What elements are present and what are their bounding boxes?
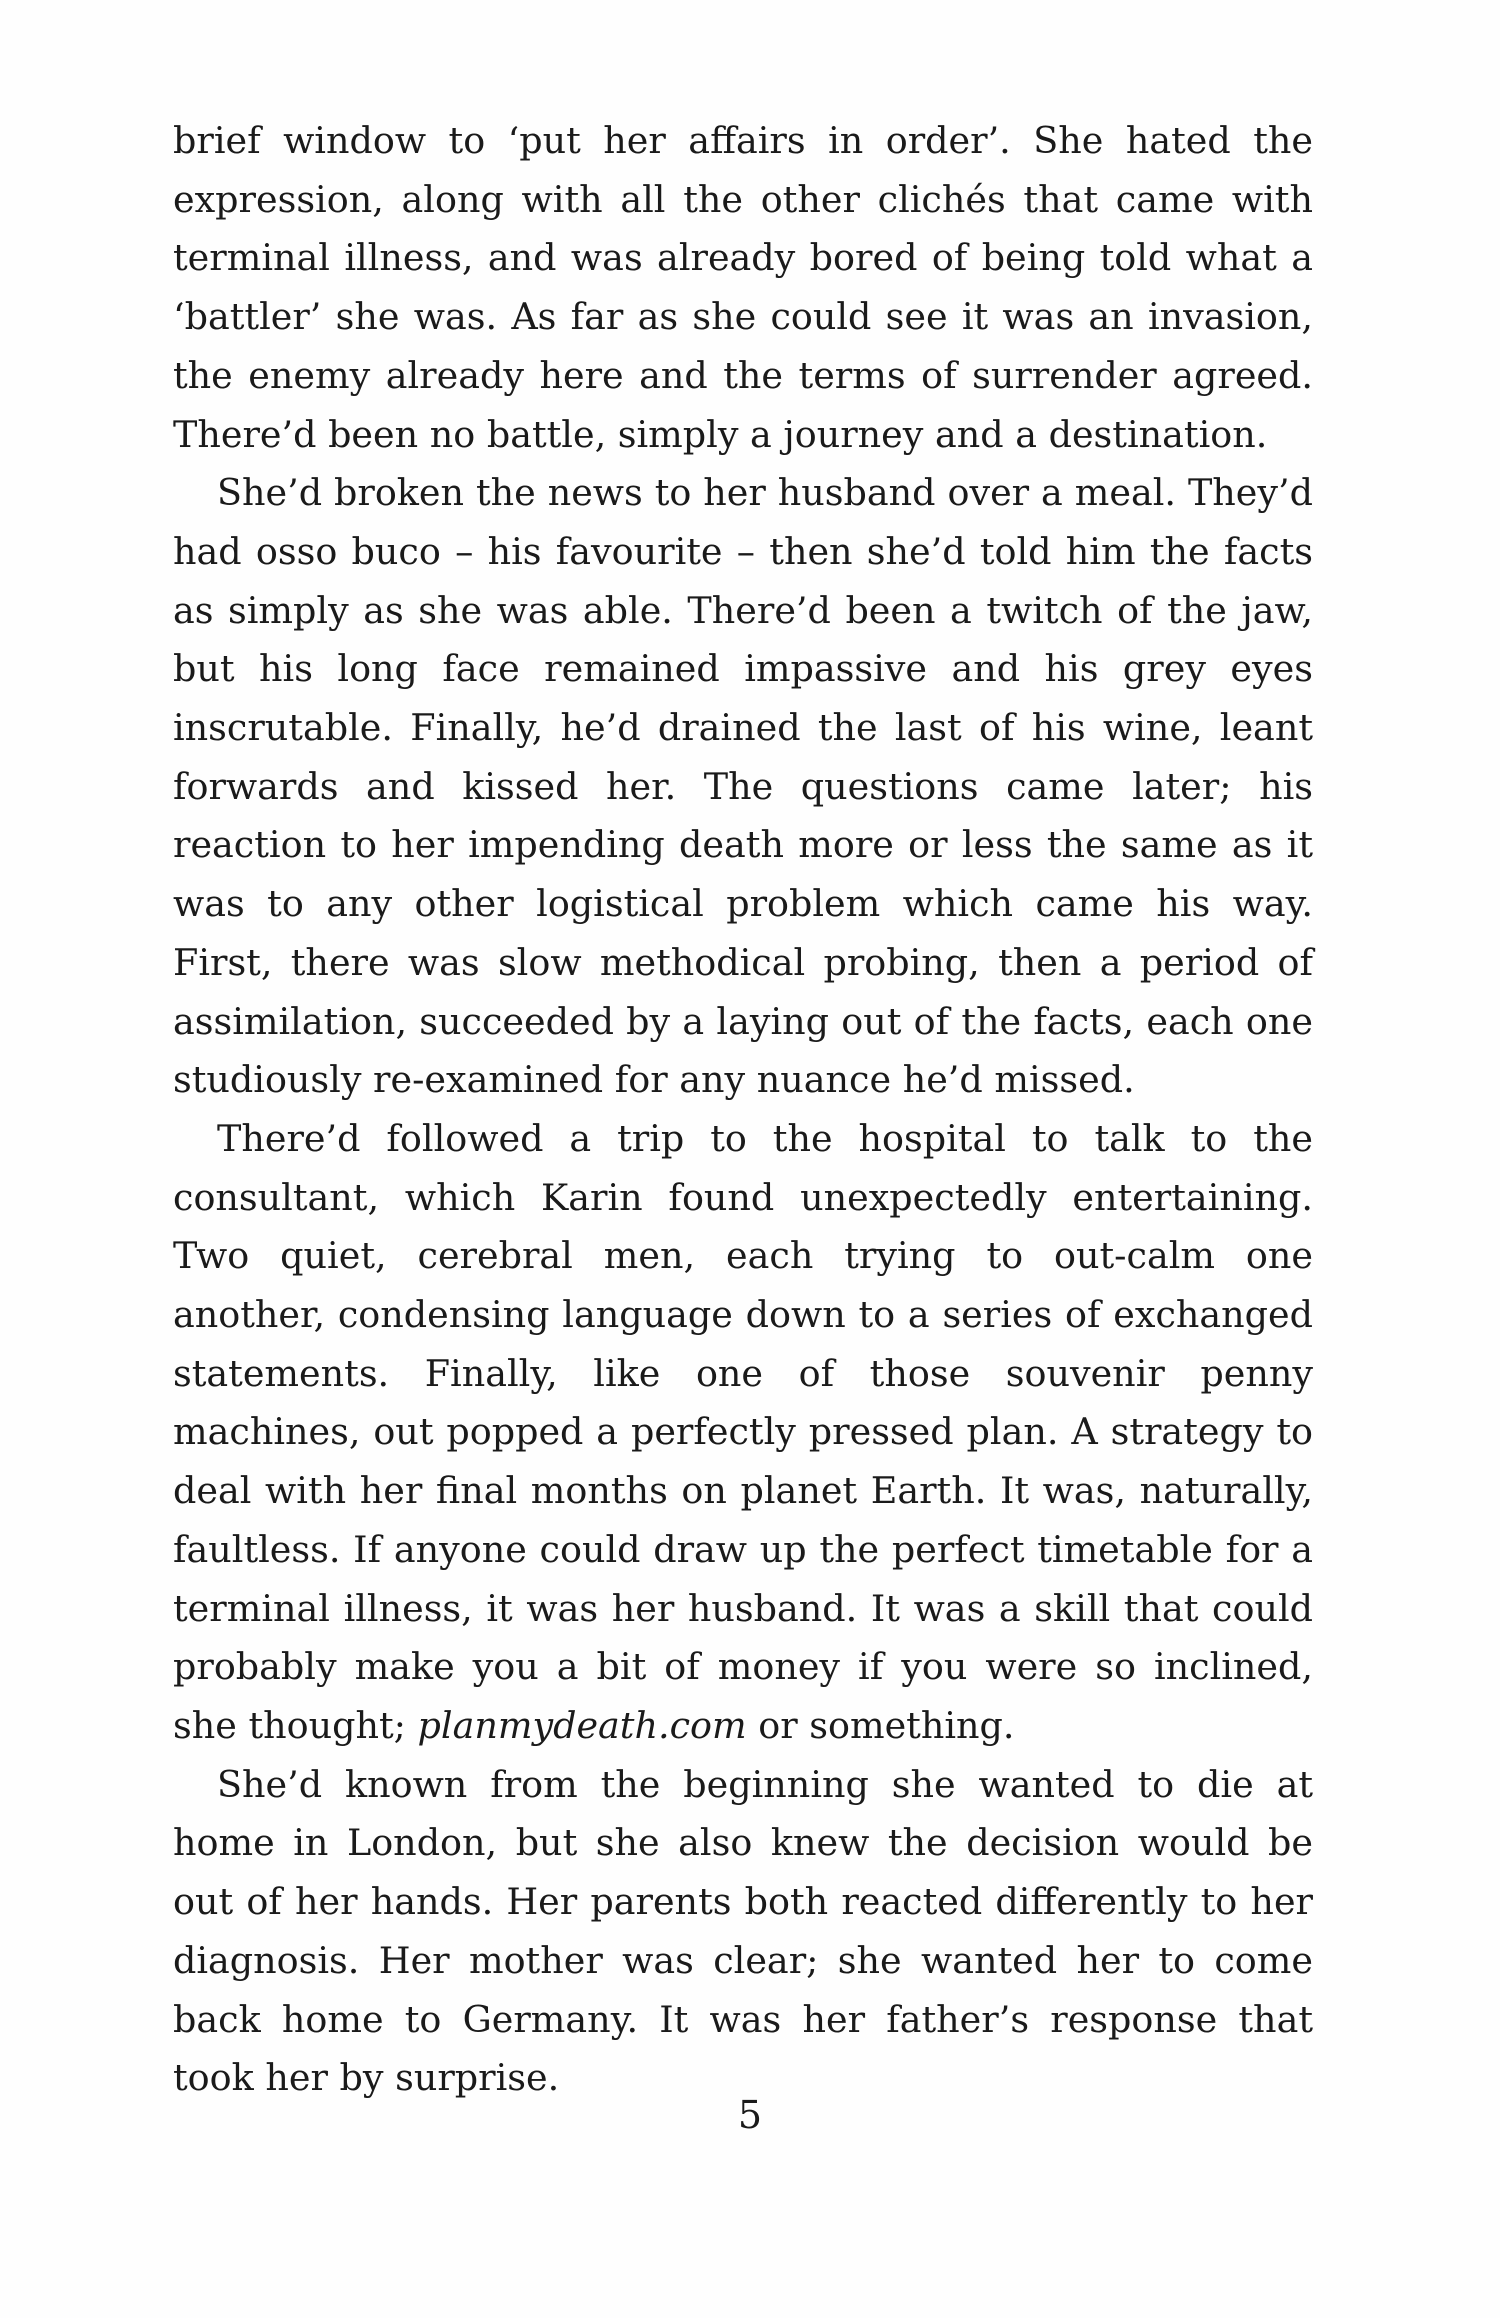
paragraph-3-text-before: There’d followed a trip to the hospital to talk to the consultant, which Karin found unexpectedly entertaining. Two quiet, cerebral men, each trying to out-calm one another, condensing language down to a series of exchanged statements. Finally, like one of those souvenir penny machines, out popped a perfectly pressed plan. A strategy to deal with her final months on planet Earth. It was, naturally, faultless. If anyone could draw up the perfect timetable for a terminal illness, it was her husband. It was a skill that could probably make you a bit of money if you were so inclined, she thought;	[173, 1116, 1313, 1747]
page-number: 5	[737, 2093, 763, 2137]
paragraph-4: She’d known from the beginning she wanted to die at home in London, but she also knew the decision would be out of her hands. Her parents both reacted differently to her diagnosis. Her mother was clear; she wanted her to come back home to Germany. It was her father’s response that took her by surprise.	[173, 1762, 1313, 2100]
website-name: planmydeath.com	[417, 1703, 747, 1747]
paragraph-1: brief window to ‘put her affairs in order’. She hated the expression, along with all the other clichés that came with terminal illness, and was already bored of being told what a ‘battler’ she was. As far as she could see it was an invasion, the enemy already here and the terms of surrender agreed. There’d been no battle, simply a journey and a destination.	[173, 119, 1313, 456]
body-text	[173, 112, 1313, 2108]
paragraph-3	[173, 1110, 1313, 1756]
paragraph-3-text-after: or something.	[746, 1703, 1015, 1747]
paragraph-2: She’d broken the news to her husband over a meal. They’d had osso buco – his favourite – then she’d told him the facts as simply as she was able. There’d been a twitch of the jaw, but his long face remained impassive and his grey eyes inscrutable. Finally, he’d drained the last of his wine, leant forwards and kissed her. The questions came later; his reaction to her impending death more or less the same as it was to any other logistical problem which came his way. First, there was slow methodical probing, then a period of assimilation, succeeded by a laying out of the facts, each one studiously re-examined for any nuance he’d missed.	[173, 471, 1313, 1102]
